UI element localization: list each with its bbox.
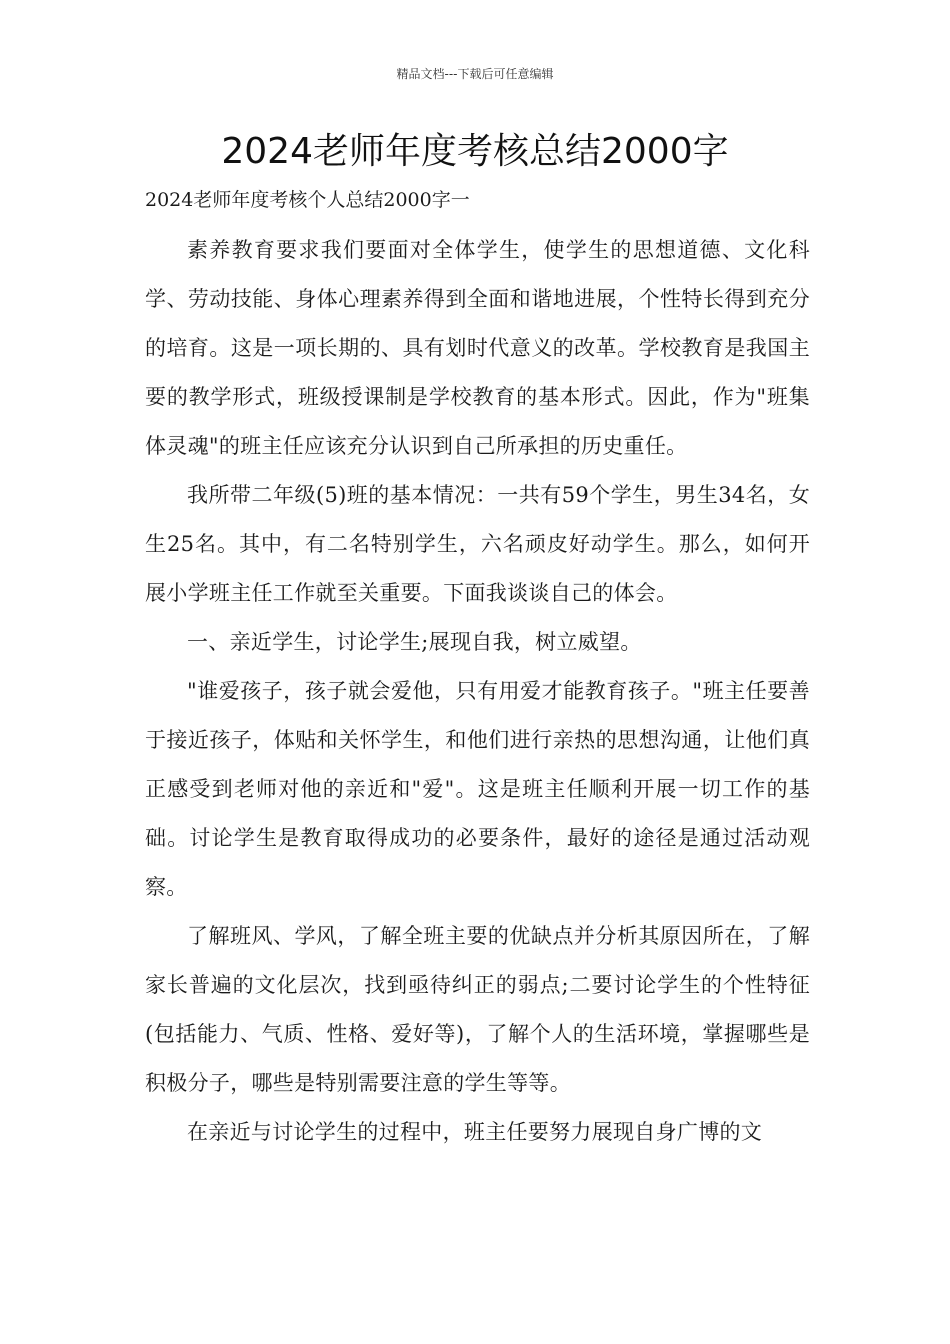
- page-header: 精品文档---下载后可任意编辑: [396, 67, 554, 81]
- paragraph: 了解班风、学风，了解全班主要的优缺点并分析其原因所在，了解家长普遍的文化层次，找到亟待纠正的弱点;二要讨论学生的个性特征(包括能力、气质、性格、爱好等)，了解个人的生活环境，掌握哪些是积极分子，哪些是特别需要注意的学生等等。: [145, 924, 810, 1095]
- document-title: 2024老师年度考核总结2000字: [221, 131, 729, 172]
- document-body: [145, 226, 810, 1157]
- paragraph: "谁爱孩子，孩子就会爱他，只有用爱才能教育孩子。"班主任要善于接近孩子，体贴和关怀学生，和他们进行亲热的思想沟通，让他们真正感受到老师对他的亲近和"爱"。这是班主任顺利开展一切工作的基础。讨论学生是教育取得成功的必要条件，最好的途径是通过活动观察。: [145, 679, 810, 899]
- document-subtitle: 2024老师年度考核个人总结2000字一: [145, 189, 470, 211]
- paragraph: 我所带二年级(5)班的基本情况：一共有59个学生，男生34名，女生25名。其中，有二名特别学生，六名顽皮好动学生。那么，如何开展小学班主任工作就至关重要。下面我谈谈自己的体会。: [145, 483, 810, 605]
- paragraph: 在亲近与讨论学生的过程中，班主任要努力展现自身广博的文: [187, 1120, 763, 1144]
- paragraph: 素养教育要求我们要面对全体学生，使学生的思想道德、文化科学、劳动技能、身体心理素养得到全面和谐地进展，个性特长得到充分的培育。这是一项长期的、具有划时代意义的改革。学校教育是我国主要的教学形式，班级授课制是学校教育的基本形式。因此，作为"班集体灵魂"的班主任应该充分认识到自己所承担的历史重任。: [145, 238, 810, 458]
- paragraph: 一、亲近学生，讨论学生;展现自我，树立威望。: [187, 630, 642, 654]
